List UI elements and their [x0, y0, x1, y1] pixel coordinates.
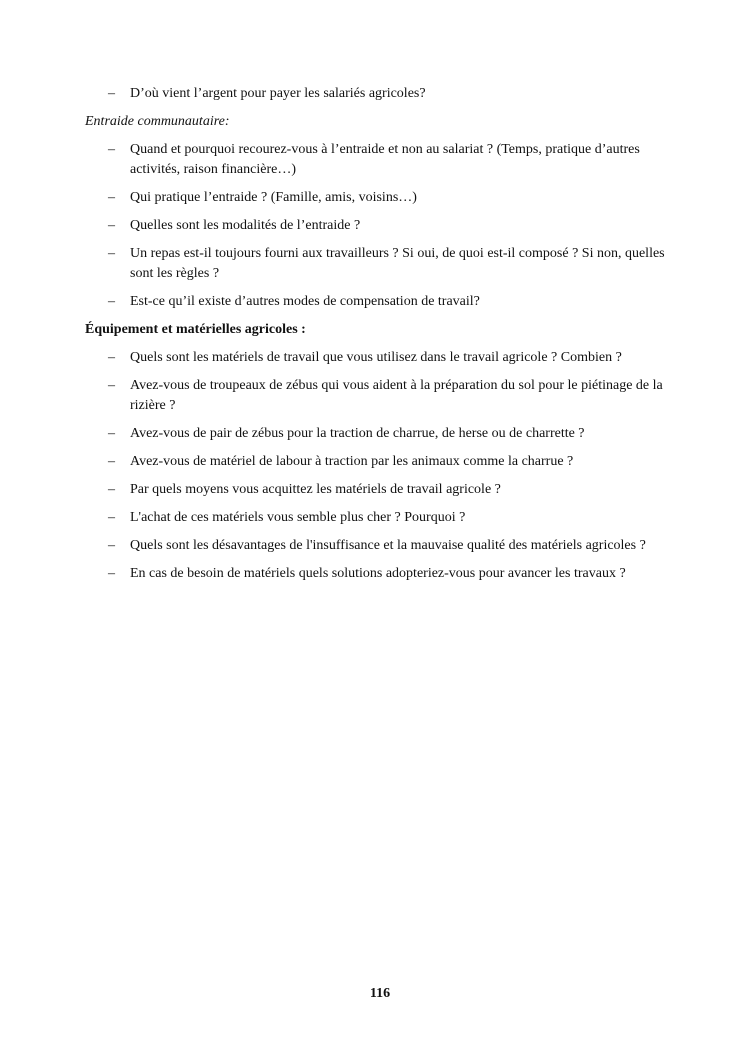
list-item: [85, 188, 675, 208]
question-text: En cas de besoin de matériels quels solutions adopteriez-vous pour avancer les travaux ?: [130, 566, 626, 581]
dash-bullet-icon: –: [108, 142, 115, 157]
question-text: Avez-vous de pair de zébus pour la traction de charrue, de herse ou de charrette ?: [130, 426, 585, 441]
list-item: [85, 348, 675, 368]
list-item: [85, 292, 675, 312]
dash-bullet-icon: –: [108, 426, 115, 441]
list-item: [85, 84, 675, 104]
question-text: Est-ce qu’il existe d’autres modes de compensation de travail?: [130, 294, 480, 309]
dash-bullet-icon: –: [108, 538, 115, 553]
dash-bullet-icon: –: [108, 86, 115, 101]
question-text: Quand et pourquoi recourez-vous à l’entraide et non au salariat ? (Temps, pratique d’autres activités, raison financière…): [130, 142, 640, 177]
list-item: [85, 536, 675, 556]
question-text: L'achat de ces matériels vous semble plus cher ? Pourquoi ?: [130, 510, 466, 525]
question-text: D’où vient l’argent pour payer les salariés agricoles?: [130, 86, 426, 101]
dash-bullet-icon: –: [108, 378, 115, 393]
continuation-question-list: [85, 84, 675, 104]
dash-bullet-icon: –: [108, 350, 115, 365]
list-item: [85, 424, 675, 444]
dash-bullet-icon: –: [108, 190, 115, 205]
equipement-question-list: [85, 348, 675, 584]
question-text: Avez-vous de troupeaux de zébus qui vous aident à la préparation du sol pour le piétinage de la rizière ?: [130, 378, 663, 413]
question-text: Qui pratique l’entraide ? (Famille, amis, voisins…): [130, 190, 417, 205]
question-text: Quels sont les désavantages de l'insuffisance et la mauvaise qualité des matériels agricoles ?: [130, 538, 646, 553]
list-item: [85, 452, 675, 472]
entraide-question-list: [85, 140, 675, 312]
section-heading-equipement: Équipement et matérielles agricoles :: [85, 322, 306, 337]
section-heading-entraide: Entraide communautaire:: [85, 114, 230, 129]
list-item: [85, 480, 675, 500]
dash-bullet-icon: –: [108, 218, 115, 233]
question-text: Quelles sont les modalités de l’entraide ?: [130, 218, 361, 233]
dash-bullet-icon: –: [108, 566, 115, 581]
question-text: Un repas est-il toujours fourni aux travailleurs ? Si oui, de quoi est-il composé ? Si non, quelles sont les règles ?: [130, 246, 665, 281]
list-item: [85, 508, 675, 528]
dash-bullet-icon: –: [108, 454, 115, 469]
list-item: [85, 376, 675, 416]
dash-bullet-icon: –: [108, 294, 115, 309]
dash-bullet-icon: –: [108, 482, 115, 497]
list-item: [85, 244, 675, 284]
dash-bullet-icon: –: [108, 510, 115, 525]
page-number: 116: [369, 986, 391, 1001]
list-item: [85, 216, 675, 236]
question-text: Quels sont les matériels de travail que vous utilisez dans le travail agricole ? Combien ?: [130, 350, 622, 365]
document-content: [85, 84, 675, 592]
question-text: Avez-vous de matériel de labour à traction par les animaux comme la charrue ?: [130, 454, 574, 469]
list-item: [85, 140, 675, 180]
dash-bullet-icon: –: [108, 246, 115, 261]
question-text: Par quels moyens vous acquittez les matériels de travail agricole ?: [130, 482, 501, 497]
list-item: [85, 564, 675, 584]
